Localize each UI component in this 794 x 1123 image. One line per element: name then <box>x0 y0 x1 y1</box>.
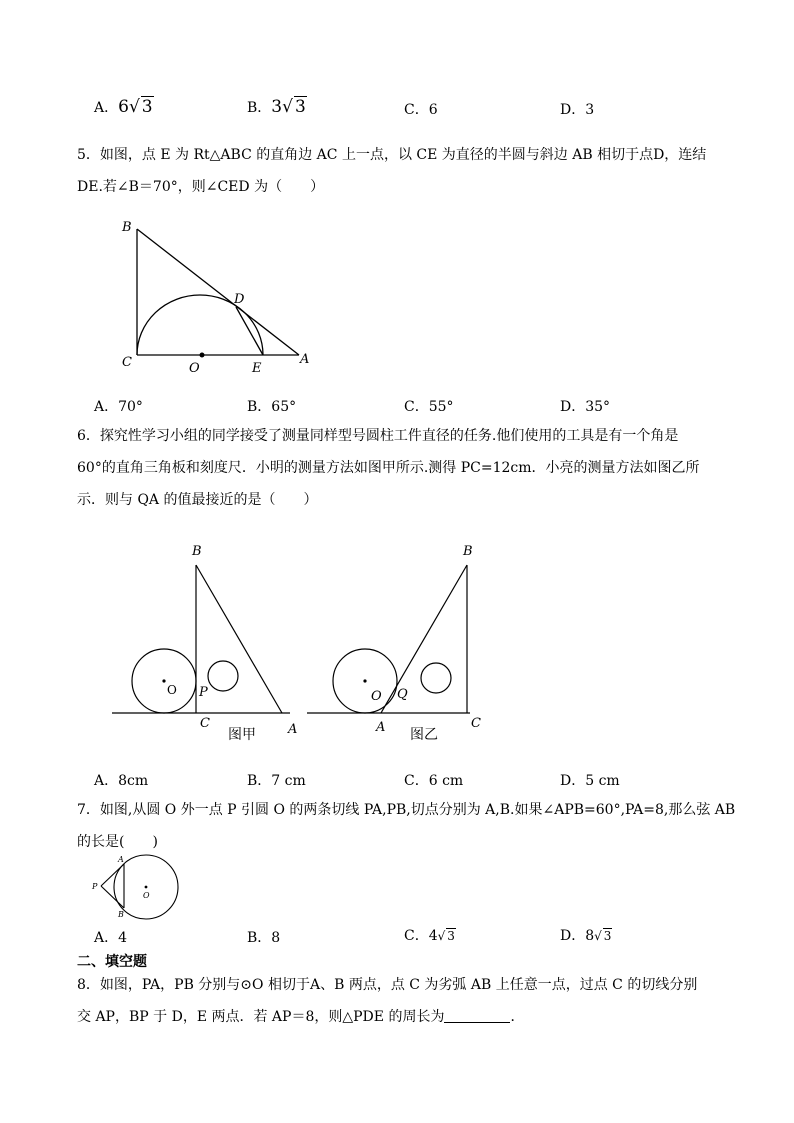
q5-option-a: A．70° <box>94 399 143 415</box>
q6-fig1-label-c: C <box>200 716 210 731</box>
q6-line-2: 60°的直角三角板和刻度尺．小明的测量方法如图甲所示.测得 PC=12cm．小亮的测量方法如图乙所 <box>77 460 700 476</box>
q7-option-a: A．4 <box>94 930 128 946</box>
q4-option-c: C．6 <box>404 102 438 118</box>
q7-line-1: 7．如图,从圆 O 外一点 P 引圆 O 的两条切线 PA,PB,切点分别为 A,B.如果∠APB=60°,PA=8,那么弦 AB <box>77 802 736 818</box>
q5-label-a: A <box>300 352 310 367</box>
q6-option-a: A．8cm <box>94 773 149 789</box>
q8-line-2: 交 AP，BP 于 D，E 两点．若 AP＝8，则△PDE 的周长为 ． <box>77 1009 525 1025</box>
q5-option-d: D．35° <box>560 399 611 415</box>
q7-label-a: A <box>118 855 124 864</box>
section-heading-fill-in: 二、填空题 <box>77 954 147 970</box>
q5-label-o: O <box>189 361 200 376</box>
q5-option-c: C．55° <box>404 399 454 415</box>
q6-fig1-label-p: P <box>199 685 208 700</box>
q5-option-b: B．65° <box>247 399 297 415</box>
q7-option-b: B．8 <box>247 930 281 946</box>
q6-line-3: 示．则与 QA 的值最接近的是（ ） <box>77 492 318 508</box>
q6-fig1-label-o: O <box>167 683 177 697</box>
q8-line-1: 8．如图，PA，PB 分别与⊙O 相切于A、B 两点，点 C 为劣弧 AB 上任意一点，过点 C 的切线分别 <box>77 977 698 993</box>
q7-option-c: C．4√ 3 <box>404 928 455 944</box>
q4-option-d: D．3 <box>560 102 595 118</box>
q7-label-p: P <box>92 882 98 891</box>
q7-stem <box>77 794 737 858</box>
q6-fig2-label-o: O <box>371 689 382 704</box>
q6-fig2-label-q: Q <box>397 687 408 702</box>
q7-line-2: 的长是( ) <box>77 834 158 850</box>
sqrt-symbol: √ 3 <box>437 929 455 943</box>
q7-figure <box>88 852 183 922</box>
q6-fig1-label-b: B <box>192 544 202 559</box>
q5-label-e: E <box>252 361 262 376</box>
q5-figure <box>110 215 320 380</box>
q8-answer-blank[interactable] <box>444 1008 510 1023</box>
q5-stem <box>77 139 737 203</box>
q6-fig2-caption: 图乙 <box>410 727 438 743</box>
q8-stem <box>77 969 737 1033</box>
q6-fig2-label-c: C <box>471 716 481 731</box>
q5-label-c: C <box>122 355 132 370</box>
q5-line-1: 5．如图，点 E 为 Rt△ABC 的直角边 AC 上一点，以 CE 为直径的半圆与斜边 AB 相切于点D，连结 <box>77 147 707 163</box>
q7-label-o: O <box>143 891 150 900</box>
q6-option-b: B．7 cm <box>247 773 306 789</box>
q6-line-1: 6．探究性学习小组的同学接受了测量同样型号圆柱工件直径的任务.他们使用的工具是有一个角是 <box>77 428 679 444</box>
q6-stem <box>77 420 737 516</box>
q6-fig1-label-a: A <box>288 722 298 737</box>
sqrt-symbol: √ 3 <box>594 929 612 943</box>
q4-option-a: A．6√ 3 <box>94 97 153 117</box>
q5-label-d: D <box>234 292 245 307</box>
q6-option-d: D．5 cm <box>560 773 620 789</box>
q6-figure <box>105 535 495 750</box>
q7-label-b: B <box>118 910 124 919</box>
q7-option-d: D．8√ 3 <box>560 928 612 944</box>
q6-fig2-label-b: B <box>463 544 473 559</box>
q6-fig2-label-a: A <box>376 720 386 735</box>
q6-option-c: C．6 cm <box>404 773 464 789</box>
q6-fig1-caption: 图甲 <box>228 727 256 743</box>
q5-line-2: DE.若∠B＝70°，则∠CED 为（ ） <box>77 179 325 195</box>
q4-option-b: B．3√ 3 <box>247 97 306 117</box>
sqrt-symbol: √ 3 <box>282 97 306 117</box>
sqrt-symbol: √ 3 <box>128 97 153 117</box>
q5-label-b: B <box>122 220 132 235</box>
